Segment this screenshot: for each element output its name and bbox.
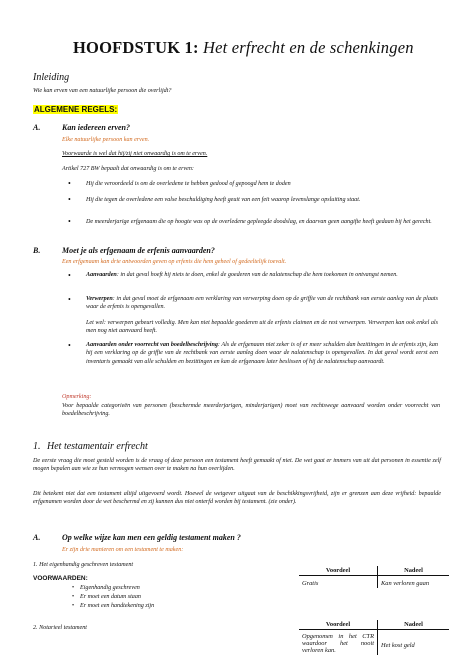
- bullet-icon: •: [68, 341, 71, 350]
- item-text: : Als de erfgenaam niet zeker is of er meer schulden dan bezittingen in de erfenis zijn, kan hij een verklaring op de griffie van de rechtbank van eerste aanleg doen waar de nalatenschap is opengevallen. In dat geval wordt eerst een inventaris gemaakt van alle schulden en bezittingen en kan de erfgenaam later beslissen of hij de nalatenschap aanvaardt.: [86, 342, 438, 365]
- conditions-label: VOORWAARDEN:: [33, 575, 88, 582]
- section-b-item-1: [86, 271, 438, 279]
- testament-heading: Op welke wijze kan men een geldig testament maken ?: [62, 533, 241, 542]
- title-sub: Het erfrecht en de schenkingen: [203, 38, 414, 57]
- chapter-number: 1.: [33, 441, 41, 452]
- section-a-bullet-1: Hij die veroordeeld is om de overledene te hebben gedood of gepoogd hem te doden: [86, 181, 291, 187]
- bullet-icon: •: [72, 585, 75, 591]
- table-cell: Opgenomen in het CTR waardoor het nooit verloren kan.: [299, 630, 378, 656]
- item-term: Aanvaarden: [86, 272, 117, 278]
- bullet-icon: •: [68, 217, 71, 226]
- table-cell: Kan verloren gaan: [381, 580, 430, 587]
- page-title: [73, 38, 413, 58]
- remark-label: Opmerking:: [62, 394, 92, 400]
- section-b-item-2: [86, 295, 438, 312]
- general-rules-label: [33, 99, 118, 117]
- chapter-heading: Het testamentair erfrecht: [47, 441, 148, 452]
- section-a-bullet-2: Hij die tegen de overledene een valse beschuldiging heeft geuit van een feit waarop levenslange opsluiting staat.: [86, 197, 361, 203]
- section-b-heading: Moet je als erfgenaam de erfenis aanvaarden?: [62, 246, 215, 255]
- bullet-icon: •: [72, 603, 75, 609]
- intro-question: Wie kan erven van een natuurlijke persoon die overlijdt?: [33, 88, 172, 94]
- table-header: Nadeel: [378, 566, 450, 576]
- title-main: HOOFDSTUK 1:: [73, 38, 199, 57]
- section-a-bullet-3: De meerderjarige erfgenaam die op hoogte was op de overledene gepleegde doodslag, en daarvan geen aangifte heeft gedaan bij het gerecht.: [86, 219, 432, 225]
- advantages-table-2: [299, 620, 449, 655]
- section-a-line1: Elke natuurlijke persoon kan erven.: [62, 137, 150, 143]
- intro-heading: Inleiding: [33, 72, 70, 83]
- condition-3: Er moet een handtekening zijn: [80, 603, 155, 609]
- table-header: Voordeel: [299, 620, 378, 630]
- section-a-letter: A.: [33, 123, 41, 132]
- item-term: Aanvaarden onder voorrecht van boedelbeschrijving: [86, 342, 218, 348]
- testament-item-1: 1. Het eigenhandig geschreven testament: [33, 562, 134, 568]
- chapter-para-2: Dit betekent niet dat een testament altijd uitgevoerd wordt. Hoewel de wetgever uitgaat van de beschikkingsvrijheid, zijn er grenzen aan deze vrijheid: bepaalde erfgenamen worden door de wet beschermd en zij kunnen dus niet onterfd worden bij testament. (zie onder).: [33, 491, 441, 506]
- section-b-intro: Een erfgenaam kan drie antwoorden geven op erfenis die hem geheel of gedeeltelijk toevalt.: [62, 259, 287, 265]
- testament-intro: Er zijn drie manieren om een testament te maken:: [62, 547, 184, 553]
- condition-1: Eigenhandig geschreven: [80, 585, 140, 591]
- section-a-heading: Kan iedereen erven?: [62, 123, 130, 132]
- advantages-table-1: [299, 566, 449, 588]
- table-header: Nadeel: [378, 620, 450, 630]
- section-a-line3: Artikel 727 BW bepaalt dat onwaardig is om te erven:: [62, 166, 194, 172]
- bullet-icon: •: [68, 195, 71, 204]
- remark-text: Voor bepaalde categorieën van personen (beschermde meerderjarigen, minderjarigen) moet van rechtswege aanvaard worden onder voorrecht van boedelbeschrijving.: [62, 403, 440, 418]
- chapter-para-1: De eerste vraag die moet gesteld worden is de vraag of deze persoon een testament heeft gemaakt of niet. De wet gaat er immers van uit dat personen in essentie zelf mogen bepalen aan wie ze hun vermogen wensen over te maken na hun overlijden.: [33, 458, 441, 473]
- item-term: Verwerpen: [86, 296, 113, 302]
- table-cell: Gratis: [299, 576, 378, 589]
- section-a-line2: Voorwaarde is wel dat hij/zij niet onwaardig is om te erven.: [62, 151, 208, 157]
- item-text: : in dat geval moet de erfgenaam een verklaring van verwerping doen op de griffie van de rechtbank van eerste aanleg van de plaats waar de erfenis is opengevallen.: [86, 296, 438, 311]
- section-b-note: Let wel: verwerpen gebeurt volledig. Men kan niet bepaalde goederen uit de erfenis claimen en de rest verwerpen. Verwerpen kan ook enkel als men nog niet aanvaard heeft.: [86, 320, 438, 335]
- table-header: Voordeel: [299, 566, 378, 576]
- testament-item-2: 2. Notarieel testament: [33, 625, 87, 631]
- section-b-letter: B.: [33, 246, 41, 255]
- bullet-icon: •: [68, 295, 71, 304]
- condition-2: Er moet een datum staan: [80, 594, 141, 600]
- bullet-icon: •: [68, 179, 71, 188]
- section-b-item-3: [86, 341, 438, 366]
- bullet-icon: •: [68, 271, 71, 280]
- table-cell: Het kost geld: [381, 642, 415, 649]
- general-rules-highlight: ALGEMENE REGELS:: [34, 105, 118, 114]
- item-text: : in dat geval hoeft hij niets te doen, enkel de goederen van de nalatenschap die hem toekomen in ontvangst nemen.: [116, 272, 398, 278]
- testament-letter: A.: [33, 533, 41, 542]
- bullet-icon: •: [72, 594, 75, 600]
